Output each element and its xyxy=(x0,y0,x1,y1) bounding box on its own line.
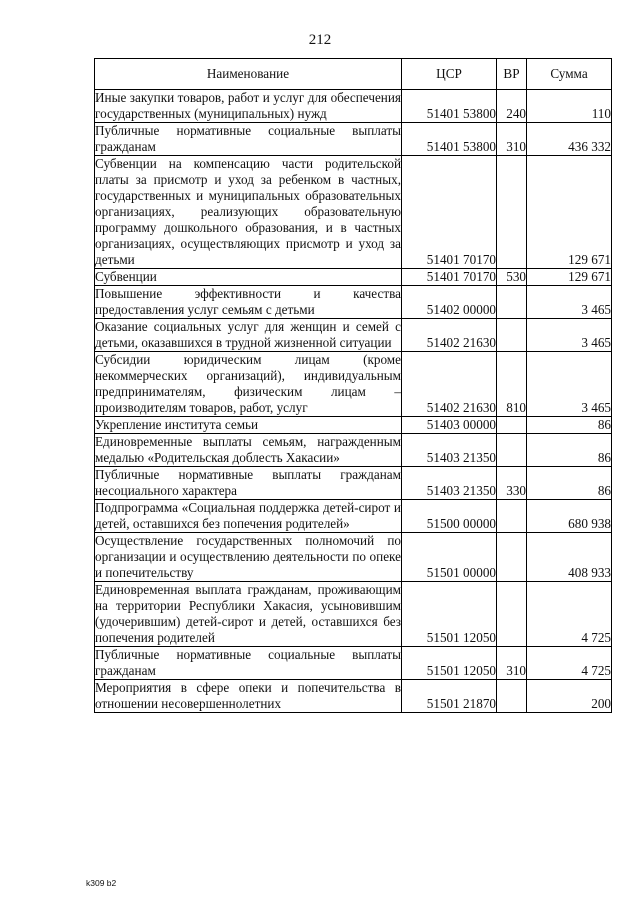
table-row xyxy=(95,123,612,156)
row-name: Повышение эффективности и качества предоставления услуг семьям с детьми xyxy=(95,286,401,317)
page-number: 212 xyxy=(308,32,332,48)
row-name: Единовременные выплаты семьям, награжденным медалью «Родительская доблесть Хакасии» xyxy=(95,434,401,465)
row-csr: 51501 00000 xyxy=(402,533,497,582)
row-vr: 810 xyxy=(497,352,527,417)
row-name: Иные закупки товаров, работ и услуг для обеспечения государственных (муниципальных) нужд xyxy=(95,90,401,121)
row-vr: 530 xyxy=(497,269,527,286)
header-sum: Сумма xyxy=(527,59,612,90)
row-vr xyxy=(497,582,527,647)
table-row xyxy=(95,319,612,352)
row-csr: 51401 53800 xyxy=(402,90,497,123)
row-csr: 51403 21350 xyxy=(402,467,497,500)
table-row xyxy=(95,647,612,680)
row-sum: 86 xyxy=(527,434,612,467)
table-row xyxy=(95,90,612,123)
row-csr: 51402 21630 xyxy=(402,352,497,417)
budget-table xyxy=(94,58,612,713)
row-name: Укрепление института семьи xyxy=(95,417,402,434)
table-row xyxy=(95,500,612,533)
table-row xyxy=(95,680,612,713)
row-sum: 408 933 xyxy=(527,533,612,582)
row-vr: 330 xyxy=(497,467,527,500)
row-sum: 110 xyxy=(527,90,612,123)
row-name: Публичные нормативные социальные выплаты гражданам xyxy=(95,647,401,678)
footer-code: k309 b2 xyxy=(86,878,117,888)
row-sum: 86 xyxy=(527,417,612,434)
row-sum: 680 938 xyxy=(527,500,612,533)
row-vr xyxy=(497,434,527,467)
table-row xyxy=(95,269,612,286)
row-csr: 51500 00000 xyxy=(402,500,497,533)
row-vr: 310 xyxy=(497,123,527,156)
header-row xyxy=(95,59,612,90)
row-csr: 51401 70170 xyxy=(402,269,497,286)
header-csr: ЦСР xyxy=(402,59,497,90)
header-name: Наименование xyxy=(95,59,402,90)
row-name: Субвенции xyxy=(95,269,402,286)
table-row xyxy=(95,417,612,434)
row-sum: 3 465 xyxy=(527,286,612,319)
row-name: Публичные нормативные социальные выплаты гражданам xyxy=(95,123,401,154)
row-csr: 51402 21630 xyxy=(402,319,497,352)
row-name: Субсидии юридическим лицам (кроме некоммерческих организаций), индивидуальным предпринимателям, физическим лицам – производителям товаров, работ, услуг xyxy=(95,352,401,415)
row-sum: 436 332 xyxy=(527,123,612,156)
table-row xyxy=(95,467,612,500)
row-csr: 51501 21870 xyxy=(402,680,497,713)
row-csr: 51401 53800 xyxy=(402,123,497,156)
row-sum: 3 465 xyxy=(527,319,612,352)
row-vr xyxy=(497,533,527,582)
row-name: Подпрограмма «Социальная поддержка детей-сирот и детей, оставшихся без попечения родителей» xyxy=(95,500,401,531)
row-vr xyxy=(497,156,527,269)
row-name: Мероприятия в сфере опеки и попечительства в отношении несовершеннолетних xyxy=(95,680,401,711)
table-row xyxy=(95,533,612,582)
row-vr xyxy=(497,319,527,352)
row-sum: 3 465 xyxy=(527,352,612,417)
table-row xyxy=(95,286,612,319)
row-name: Субвенции на компенсацию части родительской платы за присмотр и уход за ребенком в частных, государственных и муниципальных образовательных организациях, реализующих образовательную программу дошкольного образования, и в частных организациях, осуществляющих присмотр и уход за детьми xyxy=(95,156,401,267)
row-csr: 51403 21350 xyxy=(402,434,497,467)
table-row xyxy=(95,434,612,467)
table-row xyxy=(95,582,612,647)
row-sum: 4 725 xyxy=(527,647,612,680)
row-sum: 129 671 xyxy=(527,156,612,269)
row-vr xyxy=(497,500,527,533)
row-vr: 310 xyxy=(497,647,527,680)
row-sum: 129 671 xyxy=(527,269,612,286)
table-row xyxy=(95,352,612,417)
table-row xyxy=(95,156,612,269)
row-csr: 51402 00000 xyxy=(402,286,497,319)
row-vr xyxy=(497,417,527,434)
row-sum: 200 xyxy=(527,680,612,713)
row-vr xyxy=(497,680,527,713)
row-vr: 240 xyxy=(497,90,527,123)
table-header xyxy=(95,59,612,90)
row-name: Публичные нормативные выплаты гражданам несоциального характера xyxy=(95,467,401,498)
table-body xyxy=(95,90,612,713)
row-name: Единовременная выплата гражданам, проживающим на территории Республики Хакасия, усыновившим (удочерившим) детей-сирот и детей, оставшихся без попечения родителей xyxy=(95,582,401,645)
row-csr: 51403 00000 xyxy=(402,417,497,434)
row-vr xyxy=(497,286,527,319)
header-vr: ВР xyxy=(497,59,527,90)
row-name: Оказание социальных услуг для женщин и семей с детьми, оказавшихся в трудной жизненной ситуации xyxy=(95,319,401,350)
row-csr: 51501 12050 xyxy=(402,582,497,647)
row-csr: 51501 12050 xyxy=(402,647,497,680)
row-name: Осуществление государственных полномочий по организации и осуществлению деятельности по опеке и попечительству xyxy=(95,533,401,580)
row-csr: 51401 70170 xyxy=(402,156,497,269)
row-sum: 86 xyxy=(527,467,612,500)
row-sum: 4 725 xyxy=(527,582,612,647)
